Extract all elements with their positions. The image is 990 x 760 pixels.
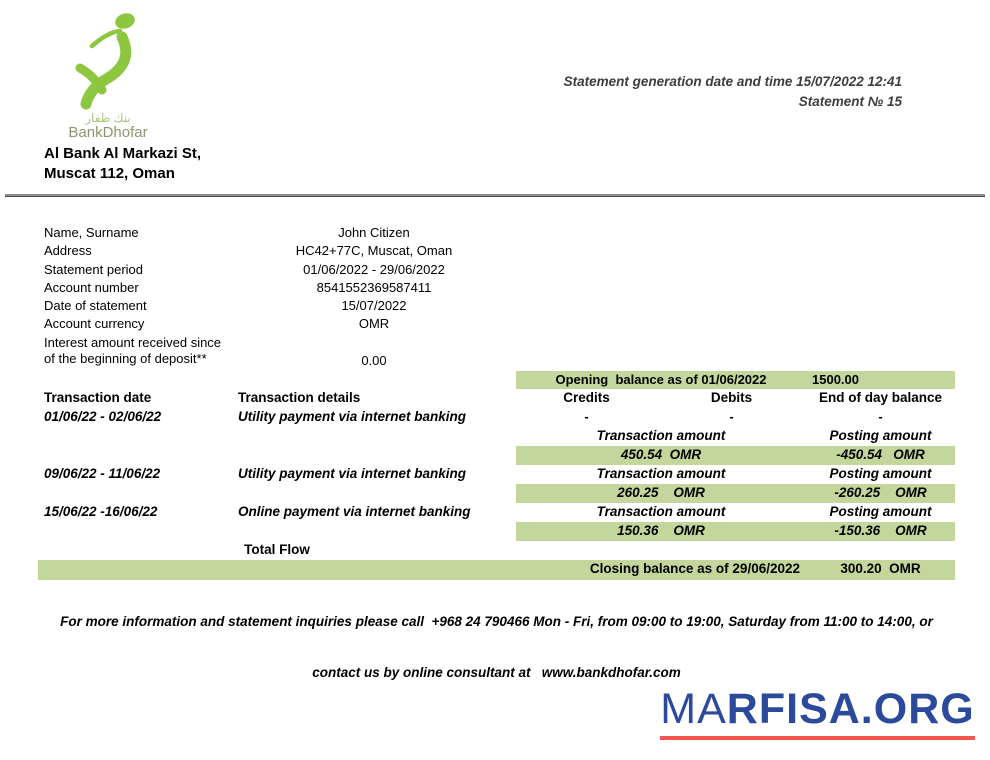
- opening-balance-row: [38, 371, 955, 389]
- info-value: 8541552369587411: [316, 279, 432, 295]
- transaction-amount-value: 450.54 OMR: [516, 446, 806, 465]
- txn-date: 09/06/22 - 11/06/22: [44, 465, 161, 481]
- info-value: 15/07/2022: [341, 298, 407, 313]
- footer-note-line2: contact us by online consultant at www.bankdhofar.com: [312, 664, 681, 680]
- spacer-cell: [516, 297, 955, 315]
- marfisa-text-bold: RFISA.ORG: [726, 685, 975, 733]
- bankdhofar-logo: [48, 6, 168, 141]
- interest-label-line1: Interest amount received since: [44, 334, 222, 350]
- posting-amount-label: Posting amount: [829, 465, 932, 481]
- col-header-debits: Debits: [710, 389, 753, 405]
- txn-date: 15/06/22 -16/06/22: [44, 503, 158, 519]
- posting-amount-label: Posting amount: [829, 503, 932, 519]
- empty-cell: [38, 371, 232, 389]
- closing-balance-value: 300.20 OMR: [806, 560, 955, 580]
- statement-table: [38, 224, 955, 717]
- empty-cell: [516, 541, 806, 560]
- transaction-amount-label: Transaction amount: [596, 427, 726, 443]
- posting-amount-value: -450.54 OMR: [806, 446, 955, 465]
- bank-name-arabic: بنك ظفار: [85, 111, 131, 125]
- transaction-amount-value: 150.36 OMR: [516, 522, 806, 541]
- marfisa-wordmark: [660, 686, 975, 733]
- posting-amount-value: -150.36 OMR: [806, 522, 955, 541]
- info-row: [38, 224, 955, 242]
- info-label: Account currency: [44, 316, 145, 332]
- spacer-cell: [516, 334, 955, 371]
- bank-address-line2: Muscat 112, Oman: [44, 165, 175, 183]
- txn-details: Utility payment via internet banking: [238, 408, 467, 424]
- txn-eod: -: [878, 409, 883, 424]
- txn-details: Online payment via internet banking: [238, 503, 471, 519]
- marfisa-logo: [660, 686, 975, 740]
- posting-amount-value: -260.25 OMR: [806, 484, 955, 503]
- info-value: HC42+77C, Muscat, Oman: [295, 243, 453, 259]
- col-header-details: Transaction details: [238, 389, 361, 405]
- interest-value: 0.00: [361, 353, 387, 369]
- info-label: Name, Surname: [44, 225, 139, 240]
- info-value: John Citizen: [338, 225, 410, 240]
- total-flow-row: [38, 541, 955, 560]
- transaction-amount-label: Transaction amount: [596, 503, 726, 519]
- info-row: [38, 242, 955, 260]
- closing-balance-label: Closing balance as of 29/06/2022: [38, 560, 806, 580]
- info-label: Address: [44, 243, 92, 259]
- statement-generation-info: [564, 72, 902, 111]
- opening-balance-value: 1500.00: [806, 371, 955, 389]
- transaction-row: [38, 503, 955, 522]
- spacer-cell: [516, 224, 955, 242]
- txn-date: 01/06/22 - 02/06/22: [44, 408, 162, 424]
- spacer-cell: [516, 261, 955, 279]
- posting-amount-label: Posting amount: [829, 427, 932, 443]
- empty-cell: [806, 541, 955, 560]
- transaction-amount-label: Transaction amount: [596, 465, 726, 481]
- bank-address: [44, 144, 201, 185]
- interest-label: [38, 334, 232, 371]
- total-flow-label: Total Flow: [244, 541, 310, 557]
- txn-credits: -: [584, 409, 589, 424]
- bank-address-line1: Al Bank Al Markazi St,: [44, 145, 201, 162]
- transaction-row: [38, 465, 955, 484]
- info-row-interest: [38, 334, 955, 371]
- header-divider: [5, 194, 985, 197]
- spacer-cell: [516, 242, 955, 260]
- info-row: [38, 279, 955, 297]
- closing-balance-row: [38, 560, 955, 580]
- transactions-header-row: [38, 389, 955, 408]
- opening-balance-label: Opening balance as of 01/06/2022: [516, 371, 806, 389]
- txn-details: Utility payment via internet banking: [238, 465, 467, 481]
- marfisa-text-light: MA: [660, 685, 727, 733]
- info-value: OMR: [358, 316, 390, 332]
- spacer-cell: [516, 279, 955, 297]
- transaction-amount-value: 260.25 OMR: [516, 484, 806, 503]
- info-row: [38, 297, 955, 315]
- col-header-credits: Credits: [563, 389, 610, 405]
- info-row: [38, 315, 955, 333]
- marfisa-underline: [660, 736, 975, 740]
- col-header-eod: End of day balance: [818, 389, 943, 405]
- generation-date-line: Statement generation date and time 15/07/2022 12:41: [563, 74, 902, 89]
- interest-label-line2: of the beginning of deposit**: [44, 350, 207, 366]
- info-label: Account number: [44, 279, 139, 295]
- col-header-date: Transaction date: [44, 389, 152, 405]
- statement-number-line: Statement № 15: [798, 93, 902, 109]
- info-label: Statement period: [44, 261, 144, 277]
- transaction-row: [38, 408, 955, 427]
- txn-debits: -: [729, 409, 734, 424]
- bank-name-latin: BankDhofar: [68, 124, 148, 141]
- info-label: Date of statement: [44, 298, 147, 313]
- bankdhofar-figure-icon: [62, 6, 154, 110]
- spacer-cell: [516, 315, 955, 333]
- empty-cell: [232, 371, 516, 389]
- info-value: 01/06/2022 - 29/06/2022: [303, 261, 445, 277]
- footer-note-line1: For more information and statement inquiries please call +968 24 790466 Mon - Fri, from 09:00 to 19:00, Saturday from 11:00 to 14:00, or: [60, 614, 933, 630]
- info-row: [38, 261, 955, 279]
